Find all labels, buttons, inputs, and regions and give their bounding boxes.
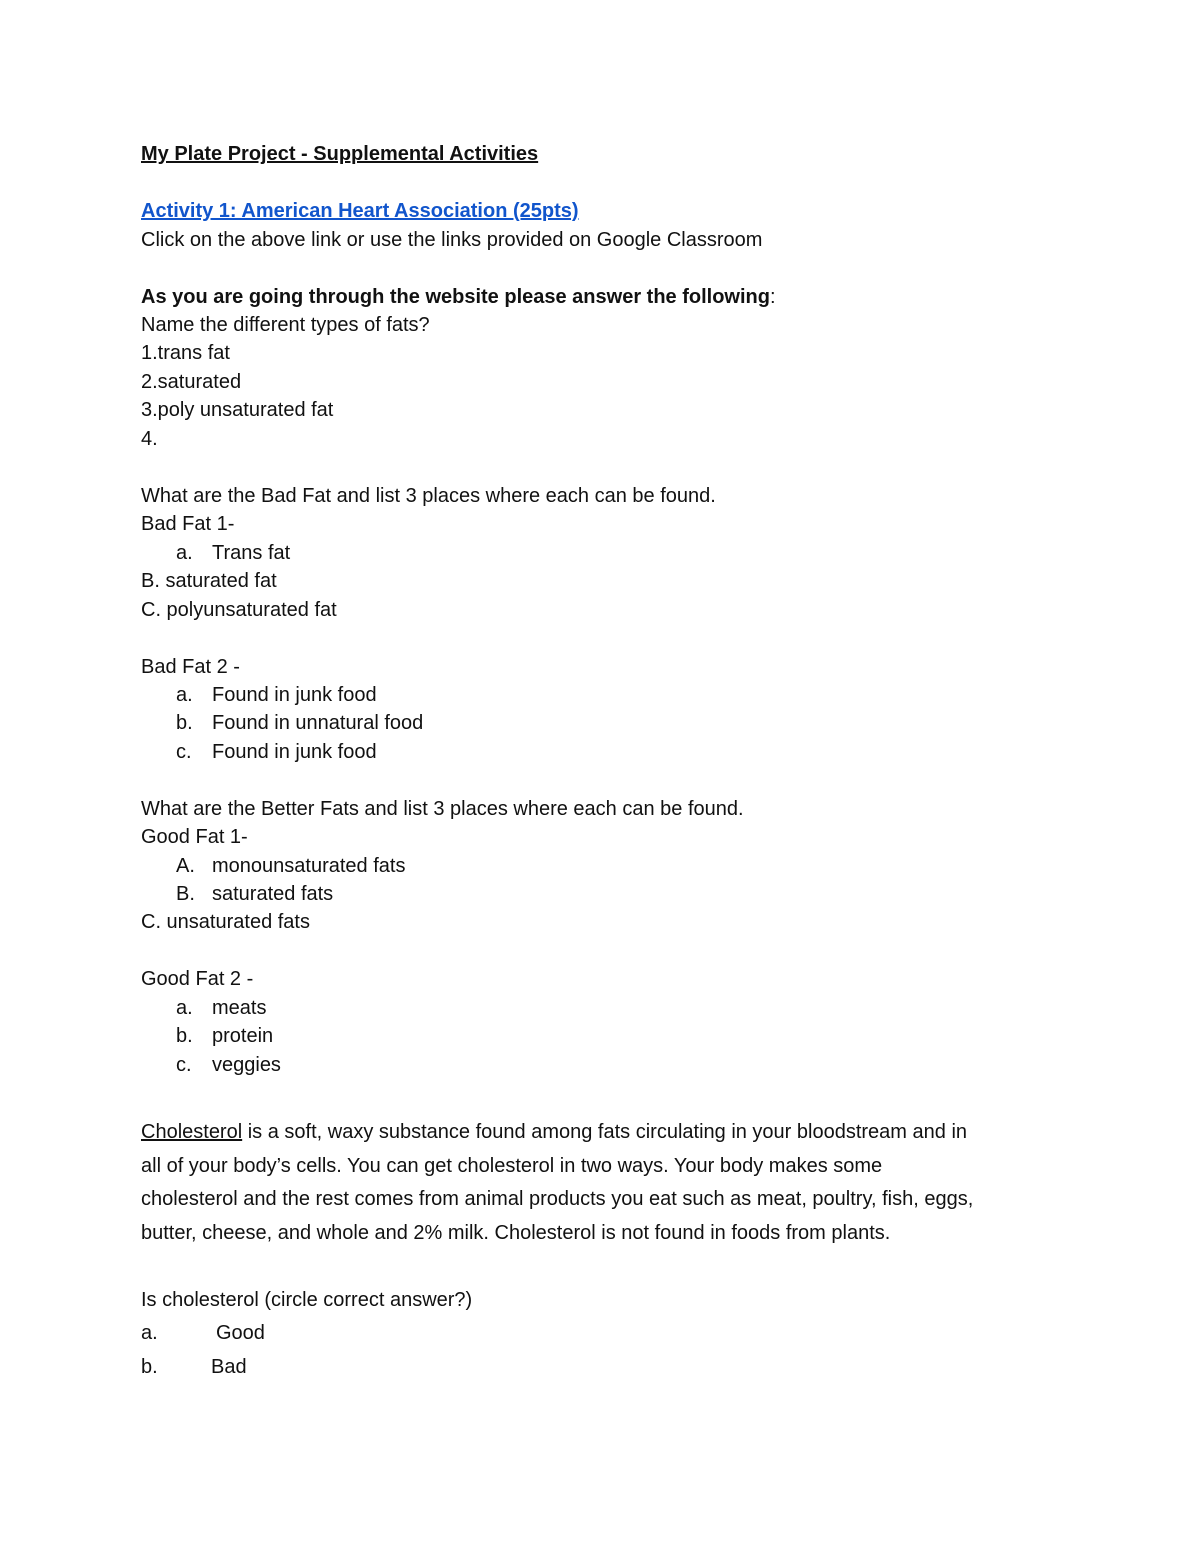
cholesterol-term: Cholesterol	[141, 1121, 243, 1143]
answer-option-text: Bad	[211, 1356, 247, 1378]
list-item-text: Found in unnatural food	[212, 712, 424, 734]
list-item	[176, 711, 423, 735]
instruction-prompt-bold: As you are going through the website please answer the following	[141, 286, 770, 308]
list-item-text: Trans fat	[212, 542, 291, 564]
list-marker: c.	[176, 741, 192, 763]
list-item	[176, 1053, 281, 1077]
question-good-fats: What are the Better Fats and list 3 places where each can be found.	[141, 798, 744, 820]
cholesterol-paragraph-line	[141, 1120, 967, 1144]
question-bad-fats: What are the Bad Fat and list 3 places where each can be found.	[141, 485, 716, 507]
list-item-text: veggies	[212, 1054, 281, 1076]
good-fat-2-heading: Good Fat 2 -	[141, 968, 254, 990]
good-fat-1-extra: C. unsaturated fats	[141, 911, 310, 933]
list-marker: b.	[141, 1356, 158, 1378]
list-marker: a.	[176, 684, 193, 706]
list-marker: b.	[176, 1025, 193, 1047]
fat-type-answer: 3.poly unsaturated fat	[141, 399, 334, 421]
list-marker: B.	[176, 883, 195, 905]
answer-option	[141, 1355, 247, 1379]
list-marker: a.	[141, 1322, 158, 1344]
list-marker: a.	[176, 542, 193, 564]
list-item	[176, 541, 290, 565]
list-marker: c.	[176, 1054, 192, 1076]
cholesterol-paragraph-line: all of your body’s cells. You can get cholesterol in two ways. Your body makes some	[141, 1155, 883, 1177]
list-item	[176, 740, 377, 764]
page-title: My Plate Project - Supplemental Activities	[141, 143, 539, 165]
bad-fat-1-extra: B. saturated fat	[141, 570, 277, 592]
bad-fat-2-heading: Bad Fat 2 -	[141, 656, 240, 678]
fat-type-answer: 2.saturated	[141, 371, 242, 393]
list-item-text: Found in junk food	[212, 684, 377, 706]
instruction-prompt-colon: :	[769, 286, 776, 308]
cholesterol-paragraph-line: cholesterol and the rest comes from animal products you eat such as meat, poultry, fish, eggs,	[141, 1188, 974, 1210]
cholesterol-text: is a soft, waxy substance found among fats circulating in your bloodstream and in	[242, 1121, 968, 1143]
bad-fat-1-extra: C. polyunsaturated fat	[141, 599, 337, 621]
list-item	[176, 683, 377, 707]
fat-type-answer: 1.trans fat	[141, 342, 230, 364]
answer-option-text: Good	[216, 1322, 265, 1344]
list-item-text: saturated fats	[212, 883, 334, 905]
list-item	[176, 854, 405, 878]
list-item-text: meats	[212, 997, 267, 1019]
activity-1-link[interactable]: Activity 1: American Heart Association (25pts)	[141, 200, 579, 222]
list-marker: A.	[176, 855, 195, 877]
list-item-text: monounsaturated fats	[212, 855, 406, 877]
fat-type-answer: 4.	[141, 428, 158, 450]
list-marker: b.	[176, 712, 193, 734]
question-fat-types: Name the different types of fats?	[141, 314, 430, 336]
list-item-text: Found in junk food	[212, 741, 377, 763]
activity-1-instruction: Click on the above link or use the links provided on Google Classroom	[141, 229, 763, 251]
list-item	[176, 1024, 273, 1048]
question-cholesterol: Is cholesterol (circle correct answer?)	[141, 1289, 473, 1311]
answer-option	[141, 1321, 265, 1345]
bad-fat-1-heading: Bad Fat 1-	[141, 513, 235, 535]
list-item	[176, 996, 266, 1020]
list-item-text: protein	[212, 1025, 274, 1047]
instruction-prompt	[141, 285, 776, 309]
cholesterol-paragraph-line: butter, cheese, and whole and 2% milk. Cholesterol is not found in foods from plants.	[141, 1222, 891, 1244]
list-marker: a.	[176, 997, 193, 1019]
good-fat-1-heading: Good Fat 1-	[141, 826, 248, 848]
list-item	[176, 882, 333, 906]
